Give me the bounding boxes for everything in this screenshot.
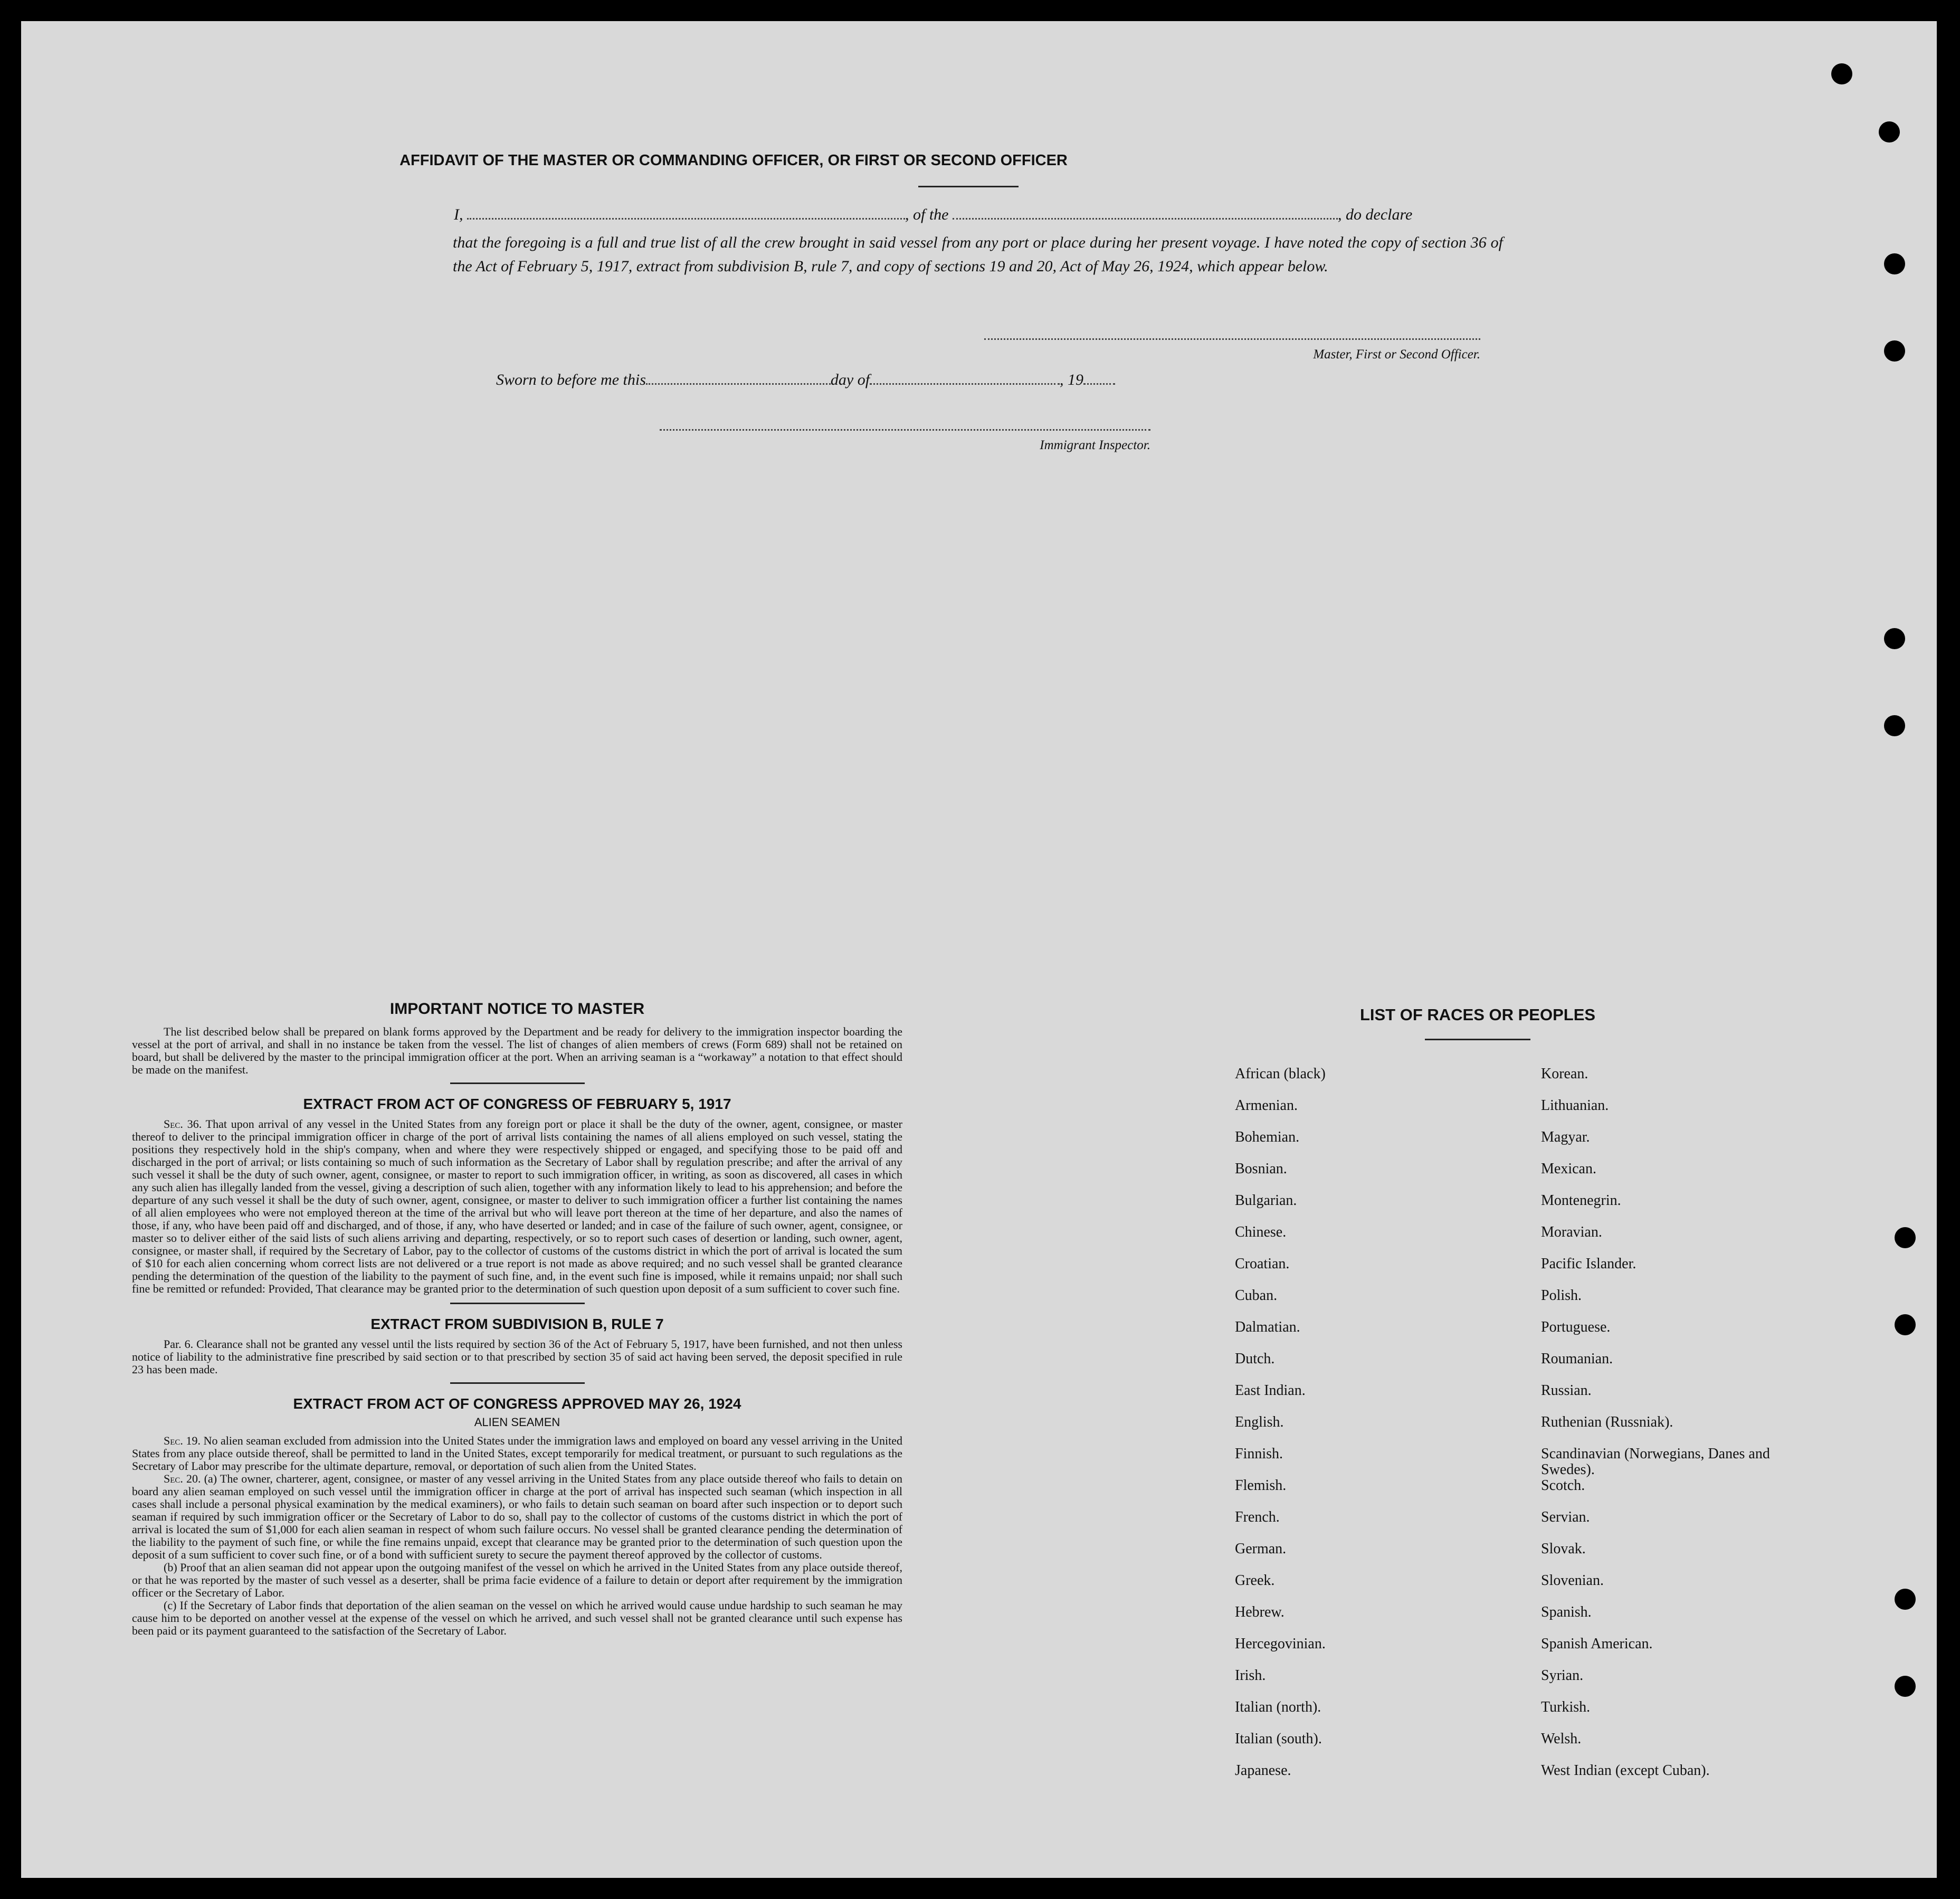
section-label: Sec. 20. [164, 1472, 201, 1485]
notice-text: The list described below shall be prepared on blank forms approved by the Department and be ready for delivery to the immigration inspector boarding the vessel at the port of arrival, and shall in no instance be taken from the vessel. The list of changes of alien members of crews (Form 689) shall not be retained on board, but shall be delivered by the master to the principal immigration officer at the port. When an arriving seaman is a “workaway” a notation to that effect should be made on the manifest. [132, 1025, 902, 1076]
inspector-signature-field[interactable] [660, 429, 1150, 431]
race-list-item: Mexican. [1541, 1161, 1596, 1177]
binder-hole-icon [1884, 715, 1905, 736]
race-list-item: Italian (south). [1235, 1731, 1322, 1747]
extract-1917-block [132, 1118, 902, 1295]
extract-1924-title: EXTRACT FROM ACT OF CONGRESS APPROVED MAY 26, 1924 [293, 1395, 741, 1412]
race-list-item: Scandinavian (Norwegians, Danes and Swedes). [1541, 1446, 1770, 1478]
paragraph-label: Par. 6. [164, 1337, 194, 1351]
race-list-item: Roumanian. [1541, 1351, 1613, 1367]
race-list-item: Slovak. [1541, 1541, 1586, 1557]
extract-rule7-title: EXTRACT FROM SUBDIVISION B, RULE 7 [370, 1316, 664, 1332]
race-list-item: Croatian. [1235, 1256, 1290, 1272]
race-list-item: French. [1235, 1509, 1280, 1525]
extract-rule7-text: Clearance shall not be granted any vessel until the lists required by section 36 of the Act of February 5, 1917, have been furnished, and not then unless notice of liability to the administrative fine prescribed by said section or to that prescribed by section 35 of said act having been served, the deposit specified in rule 23 has been made. [132, 1337, 902, 1376]
binder-hole-icon [1831, 63, 1852, 84]
races-left-column [1235, 1066, 1499, 1794]
inspector-label: Immigrant Inspector. [1040, 438, 1150, 452]
race-list-item: Spanish. [1541, 1604, 1592, 1620]
notice-section [132, 1000, 902, 1637]
sworn-label: Sworn to before me this [496, 371, 646, 388]
race-list-item: Flemish. [1235, 1477, 1287, 1494]
race-list-item: Bulgarian. [1235, 1192, 1297, 1209]
binder-hole-icon [1884, 628, 1905, 649]
race-list-item: Polish. [1541, 1287, 1582, 1304]
race-list-item: Cuban. [1235, 1287, 1278, 1304]
race-list-item: Spanish American. [1541, 1636, 1653, 1652]
race-list-item: East Indian. [1235, 1382, 1306, 1399]
race-list-item: Lithuanian. [1541, 1097, 1609, 1114]
extract-1917-title: EXTRACT FROM ACT OF CONGRESS OF FEBRUARY 5, 1917 [303, 1096, 731, 1112]
race-list-item: Turkish. [1541, 1699, 1591, 1715]
divider [450, 1382, 585, 1384]
section-label: Sec. 19. [164, 1434, 201, 1447]
binder-hole-icon [1879, 121, 1900, 143]
extract-rule7-block [132, 1338, 902, 1376]
sec19-text: No alien seaman excluded from admission into the United States under the immigration laws and employed on board any vessel arriving in the United States from any place outside thereof, shall be permitted to land in the United States, except temporarily for medical treatment, or pursuant to such regulations as the Secretary of Labor may prescribe for the ultimate departure, removal, or deportation of such alien from the United States. [132, 1434, 902, 1473]
sworn-line [496, 371, 1115, 389]
race-list-item: Irish. [1235, 1667, 1266, 1684]
race-list-item: Bosnian. [1235, 1161, 1287, 1177]
race-list-item: Chinese. [1235, 1224, 1287, 1240]
race-list-item: English. [1235, 1414, 1284, 1430]
sec20a-text: (a) The owner, charterer, agent, consignee, or master of any vessel arriving in the United States from any place outside thereof who fails to detain on board any alien seaman employed on such vessel until the immigration officer in charge at the port of arrival has inspected such seaman (which inspection in all cases shall include a personal physical examination by the medical examiners), or who fails to detain such seaman on board after such inspection or to deport such seaman if required by such immigration officer or the Secretary of Labor to do so, shall pay to the collector of customs of the customs district in which the port of arrival is located the sum of $1,000 for each alien seaman in respect of whom such failure occurs. No vessel shall be granted clearance pending the determination of the liability to the payment of such fine, or while the fine remains unpaid, except that clearance may be granted prior to the determination of such question upon the deposit of a sum sufficient to cover such fine, or of a bond with sufficient surety to secure the payment thereof approved by the collector of customs. [132, 1472, 903, 1561]
race-list-item: Bohemian. [1235, 1129, 1300, 1145]
notice-text-block [132, 1026, 902, 1076]
race-list-item: Scotch. [1541, 1477, 1585, 1494]
race-list-item: Finnish. [1235, 1446, 1283, 1462]
name-field[interactable] [467, 217, 905, 220]
race-list-item: West Indian (except Cuban). [1541, 1762, 1710, 1779]
binder-hole-icon [1895, 1314, 1916, 1335]
race-list-item: Portuguese. [1541, 1319, 1611, 1335]
races-title: LIST OF RACES OR PEOPLES [1359, 1005, 1596, 1024]
race-list-item: Moravian. [1541, 1224, 1602, 1240]
divider [918, 186, 1019, 187]
race-list-item: Russian. [1541, 1382, 1592, 1399]
extract-1917-text: That upon arrival of any vessel in the United States from any foreign port or place it shall be the duty of the owner, agent, consignee, or master thereof to deliver to the principal immigration officer in charge of the port of arrival lists containing the names of all aliens employed on such vessel, stating the positions they respectively hold in the ship's company, when and where they were respectively shipped or engaged, and specifying those to be paid off and discharged in the port of arrival; or lists containing so much of such information as the Secretary of Labor shall by regulation prescribe; and after the arrival of any such vessel it shall be the duty of such owner, agent, consignee, or master to report to such immigration officer, in writing, as soon as discovered, all cases in which any such alien has illegally landed from the vessel, giving a description of such alien, together with any information likely to lead to his apprehension; and before the departure of any such vessel it shall be the duty of such owner, agent, consignee, or master to deliver to such immigration officer a further list containing the names of all alien employees who were not employed thereon at the time of the arrival but who will leave port thereon at the time of her departure, and also the names of those, if any, who have been paid off and discharged, and of those, if any, who have deserted or landed; and in case of the failure of such owner, agent, consignee, or master so to deliver either of the said lists of such aliens arriving and departing, respectively, or so to report such cases of desertion or landing, such owner, agent, consignee, or master shall, if required by the Secretary of Labor, pay to the collector of customs of the customs district in which the port of arrival is located the sum of $10 for each alien concerning whom correct lists are not delivered or a true report is not made as above required; and no such vessel shall be granted clearance pending the determination of the question of the liability to the payment of such fine, and, in the event such fine is imposed, while it remains unpaid; nor shall such fine be remitted or refunded: Provided, That clearance may be granted prior to the determination of such question upon deposit of a sum sufficient to cover such fine. [132, 1117, 903, 1295]
divider [450, 1303, 585, 1304]
binder-hole-icon [1895, 1676, 1916, 1697]
year-field[interactable] [1083, 383, 1115, 385]
race-list-item: Dalmatian. [1235, 1319, 1300, 1335]
divider [450, 1083, 585, 1084]
binder-hole-icon [1895, 1227, 1916, 1248]
race-list-item: African (black) [1235, 1066, 1326, 1082]
races-right-column [1541, 1066, 1826, 1794]
race-list-item: Hebrew. [1235, 1604, 1285, 1620]
do-declare-label: , do declare [1338, 206, 1413, 223]
section-label: Sec. 36. [164, 1117, 202, 1131]
extract-1924-subtitle: ALIEN SEAMEN [474, 1416, 560, 1429]
sec20c-text: (c) If the Secretary of Labor finds that deportation of the alien seaman on the vessel on which he arrived would cause undue hardship to such seaman he may cause him to be deported on another vessel at the expense of the vessel on which he arrived, and such vessel shall not be granted clearance until such expense has been paid or its payment guaranteed to the satisfaction of the Secretary of Labor. [132, 1599, 902, 1637]
race-list-item: Montenegrin. [1541, 1192, 1621, 1209]
race-list-item: Greek. [1235, 1572, 1275, 1589]
of-the-label: , of the [905, 206, 949, 223]
binder-hole-icon [1884, 253, 1905, 274]
race-list-item: Pacific Islander. [1541, 1256, 1636, 1272]
sec20b-text: (b) Proof that an alien seaman did not appear upon the outgoing manifest of the vessel on which he arrived in the United States from any place outside thereof, or that he was reported by the master of such vessel as a deserter, shall be prima facie evidence of a failure to detain or deport after requirement by the immigration officer or the Secretary of Labor. [132, 1561, 902, 1599]
divider [1425, 1039, 1530, 1040]
notice-title: IMPORTANT NOTICE TO MASTER [389, 1000, 645, 1018]
binder-hole-icon [1884, 340, 1905, 362]
signature-label: Master, First or Second Officer. [1313, 347, 1480, 362]
race-list-item: Servian. [1541, 1509, 1590, 1525]
race-list-item: Korean. [1541, 1066, 1588, 1082]
declaration-line [454, 206, 1504, 224]
i-label: I, [454, 206, 463, 223]
affidavit-body: that the foregoing is a full and true list of all the crew brought in said vessel from any port or place during her present voyage. I have noted the copy of section 36 of the Act of February 5, 1917, extract from subdivision B, rule 7, and copy of sections 19 and 20, Act of May 26, 1924, which appear below. [453, 234, 1503, 275]
race-list-item: Hercegovinian. [1235, 1636, 1326, 1652]
race-list-item: German. [1235, 1541, 1287, 1557]
race-list-item: Dutch. [1235, 1351, 1275, 1367]
race-list-item: Syrian. [1541, 1667, 1584, 1684]
affidavit-title: AFFIDAVIT OF THE MASTER OR COMMANDING OFFICER, OR FIRST OR SECOND OFFICER [399, 152, 1068, 169]
year-prefix: , 19 [1060, 371, 1084, 388]
race-list-item: Japanese. [1235, 1762, 1291, 1779]
race-list-item: Armenian. [1235, 1097, 1298, 1114]
day-field[interactable] [646, 383, 831, 385]
binder-hole-icon [1895, 1589, 1916, 1610]
race-list-item: Welsh. [1541, 1731, 1582, 1747]
month-field[interactable] [870, 383, 1060, 385]
signature-field[interactable] [984, 338, 1480, 340]
race-list-item: Magyar. [1541, 1129, 1590, 1145]
vessel-field[interactable] [953, 217, 1338, 220]
race-list-item: Slovenian. [1541, 1572, 1604, 1589]
day-of-label: day of [830, 371, 870, 388]
document-page [21, 21, 1937, 1878]
extract-1924-block [132, 1435, 902, 1637]
race-list-item: Italian (north). [1235, 1699, 1321, 1715]
race-list-item: Ruthenian (Russniak). [1541, 1414, 1673, 1430]
